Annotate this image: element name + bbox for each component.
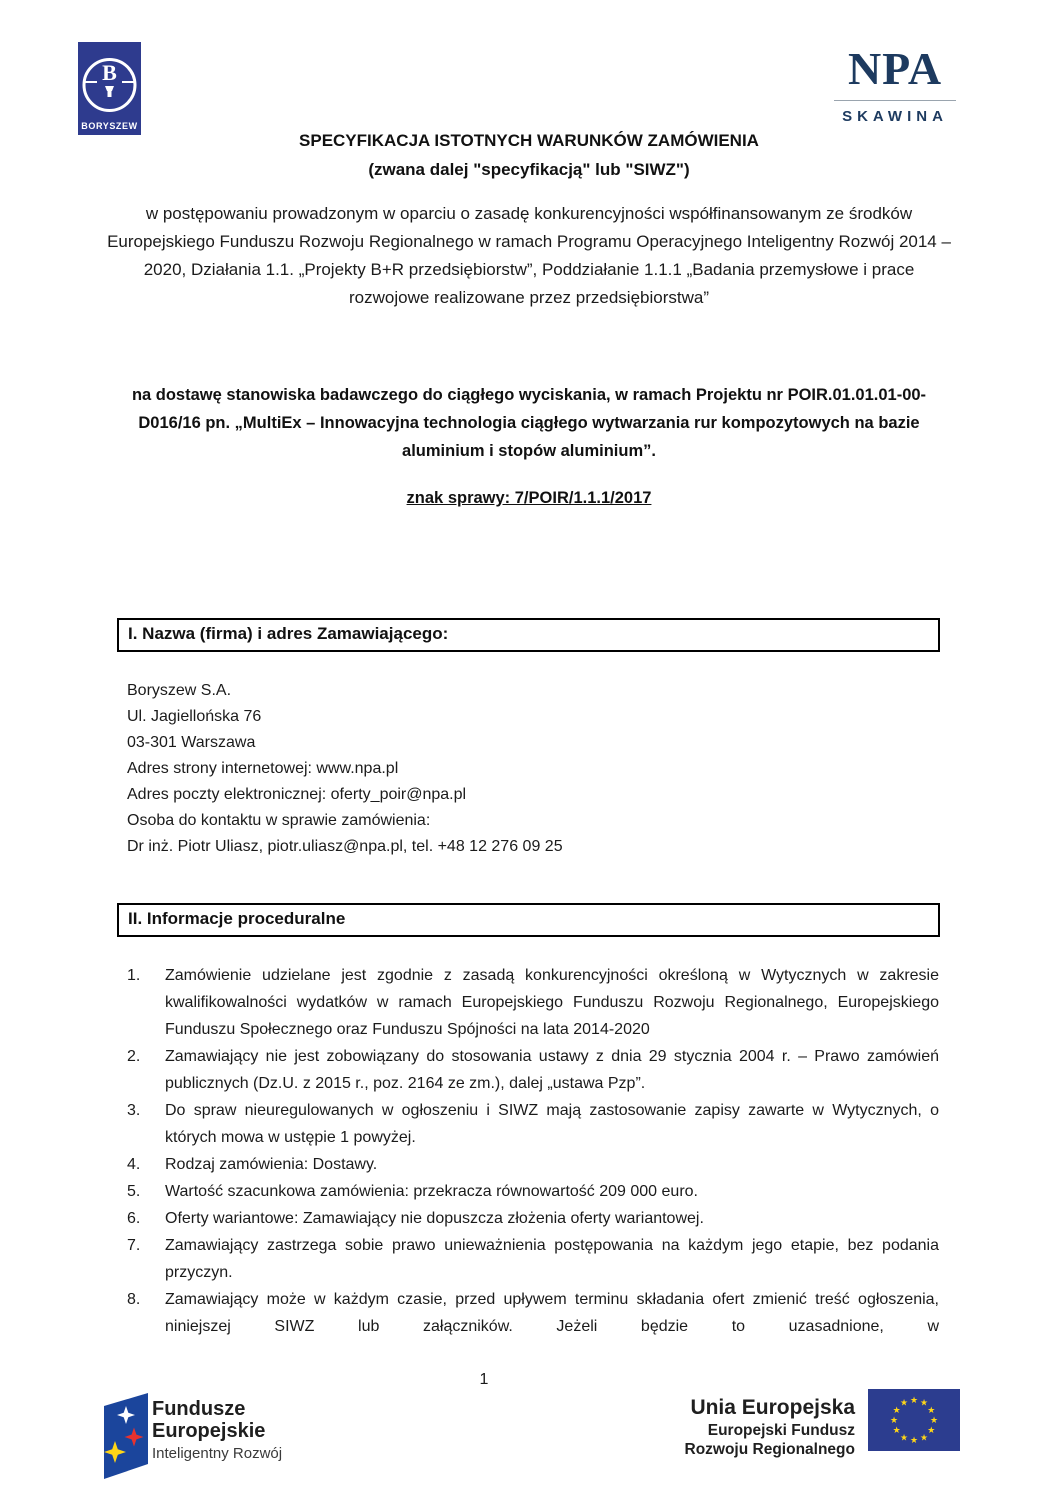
buyer-address-block [127,678,563,860]
svg-text:★: ★ [889,1415,899,1425]
npa-wordmark: NPA [847,43,943,94]
address-line: Adres poczty elektronicznej: oferty_poir@npa.pl [127,786,467,803]
list-item [127,1286,939,1340]
npa-logo [833,44,957,125]
svg-text:★: ★ [899,1397,909,1408]
section-heading-1 [117,618,940,652]
list-item-number: 1. [127,967,141,984]
list-item [127,1232,939,1286]
document-title [0,126,1058,184]
address-line: 03-301 Warszawa [127,734,256,751]
list-item-number: 6. [127,1210,141,1227]
list-item-number: 5. [127,1183,141,1200]
svg-text:★: ★ [892,1405,901,1415]
numbered-list [127,962,939,1340]
boryszew-logo [78,42,141,135]
page-number: 1 [479,1371,489,1388]
svg-text:★: ★ [899,1432,909,1443]
list-item-number: 4. [127,1156,141,1173]
list-item [127,1205,939,1232]
svg-text:★: ★ [909,1395,919,1405]
list-item [127,1043,939,1097]
case-number-text: znak sprawy: 7/POIR/1.1.1/2017 [406,489,652,507]
list-item-number: 7. [127,1237,141,1254]
document-title-line1: SPECYFIKACJA ISTOTNYCH WARUNKÓW ZAMÓWIENIA [299,131,759,150]
list-item-text: Wartość szacunkowa zamówienia: przekracza równowartość 209 000 euro. [165,1183,698,1200]
list-item-text: Zamawiający nie jest zobowiązany do stosowania ustawy z dnia 29 stycznia 2004 r. – Prawo zamówień publicznych (Dz.U. z 2015 r., poz. 2164 ze zm.), dalej „ustawa Pzp”. [165,1048,939,1092]
case-number [0,489,1058,508]
document-title-line2: (zwana dalej "specyfikacją" lub "SIWZ") [368,160,690,179]
npa-subtitle: SKAWINA [842,108,948,125]
subject-paragraph: na dostawę stanowiska badawczego do ciągłego wyciskania, w ramach Projektu nr POIR.01.01.01-00-D016/16 pn. „MultiEx – Innowacyjna technologia ciągłego wytwarzania rur kompozytowych na bazie aluminium i stopów aluminium”. [131,386,927,460]
svg-text:★: ★ [919,1397,929,1408]
boryszew-letter-icon: B [102,60,117,85]
ue-subtitle-line2: Rozwoju Regionalnego [684,1441,855,1458]
svg-text:★: ★ [929,1415,939,1425]
list-item [127,962,939,1043]
list-item-text: Zamawiający zastrzega sobie prawo unieważnienia postępowania na każdym jego etapie, bez podania przyczyn. [165,1237,939,1281]
fe-subtitle: Inteligentny Rozwój [152,1445,283,1462]
eu-flag-icon [868,1389,960,1451]
list-item-number: 8. [127,1291,141,1308]
unia-europejska-label [610,1395,855,1459]
list-item [127,1151,939,1178]
list-item-number: 2. [127,1048,141,1065]
svg-text:★: ★ [927,1405,936,1415]
npa-divider [834,100,956,101]
svg-text:★: ★ [909,1435,919,1445]
list-item-text: Zamawiający może w każdym czasie, przed upływem terminu składania ofert zmienić treść ogłoszenia, niniejszej SIWZ lub załączników. Jeżeli będzie to uzasadnione, w [165,1291,939,1335]
section-heading-1-text: I. Nazwa (firma) i adres Zamawiającego: [128,624,449,643]
fundusze-europejskie-label [152,1398,282,1462]
list-item [127,1097,939,1151]
list-item-text: Do spraw nieuregulowanych w ogłoszeniu i SIWZ mają zastosowanie zapisy zawarte w Wytycznych, o których mowa w ustępie 1 powyżej. [165,1102,939,1146]
address-line: Boryszew S.A. [127,682,232,699]
fe-title-line2: Europejskie [152,1420,266,1442]
section-heading-2-text: II. Informacje proceduralne [128,909,346,928]
address-line: Adres strony internetowej: www.npa.pl [127,760,399,777]
list-item-text: Oferty wariantowe: Zamawiający nie dopuszcza złożenia oferty wariantowej. [165,1210,704,1227]
section-heading-2 [117,903,940,937]
svg-text:★: ★ [892,1425,901,1435]
fundusze-europejskie-flag-icon [96,1388,148,1480]
address-line: Dr inż. Piotr Uliasz, piotr.uliasz@npa.pl, tel. +48 12 276 09 25 [127,838,563,855]
intro-paragraph: w postępowaniu prowadzonym w oparciu o zasadę konkurencyjności współfinansowanym ze środków Europejskiego Funduszu Rozwoju Regionalnego w ramach Programu Operacyjnego Inteligentny Rozwój 2014 – 2020, Działania 1.1. „Projekty B+R przedsiębiorstw”, Poddziałanie 1.1.1 „Badania przemysłowe i prace rozwojowe realizowane przez przedsiębiorstwa” [107,204,951,307]
list-item-text: Rodzaj zamówienia: Dostawy. [165,1156,378,1173]
ue-title: Unia Europejska [690,1396,855,1419]
address-line: Ul. Jagiellońska 76 [127,708,262,725]
ue-subtitle-line1: Europejski Fundusz [707,1422,855,1439]
boryszew-wordmark: BORYSZEW [81,121,138,131]
address-line: Osoba do kontaktu w sprawie zamówienia: [127,812,431,829]
fe-title-line1: Fundusze [152,1398,246,1420]
list-item [127,1178,939,1205]
svg-text:★: ★ [927,1425,936,1435]
svg-text:★: ★ [919,1432,929,1443]
list-item-number: 3. [127,1102,141,1119]
list-item-text: Zamówienie udzielane jest zgodnie z zasadą konkurencyjności określoną w Wytycznych w zakresie kwalifikowalności wydatków w ramach Europejskiego Funduszu Rozwoju Regionalnego, Europejskiego Funduszu Społecznego oraz Funduszu Spójności na lata 2014-2020 [165,967,939,1038]
